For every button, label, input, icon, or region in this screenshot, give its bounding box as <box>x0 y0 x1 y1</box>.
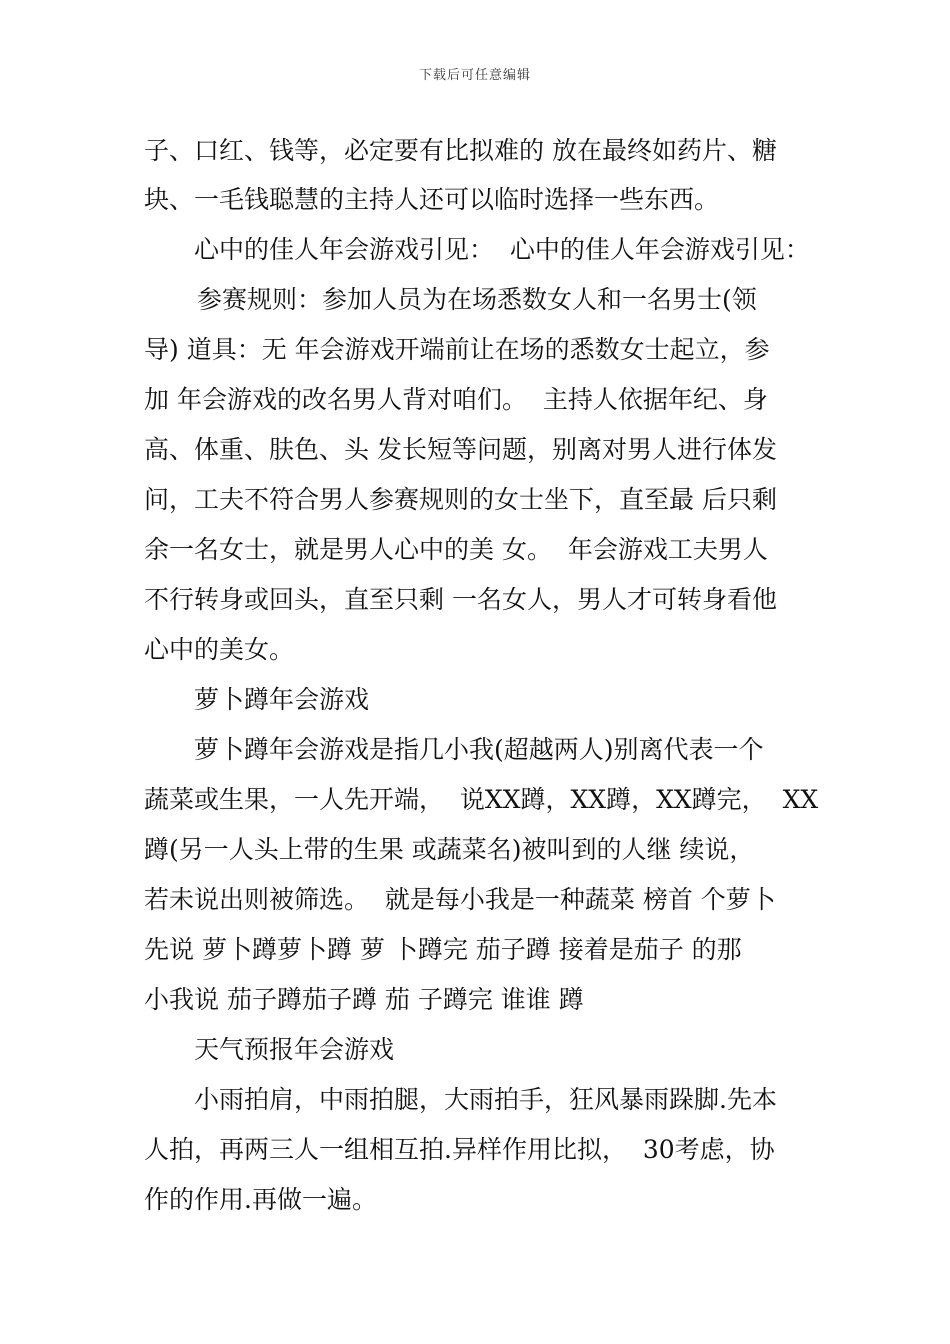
section-heading: 心中的佳人年会游戏引见： 心中的佳人年会游戏引见： <box>194 235 810 264</box>
text-line: 人拍，再两三人一组相互拍.异样作用比拟， 30考虑，协 <box>144 1135 775 1164</box>
text-line: 蔬菜或生果，一人先开端， 说XX蹲，XX蹲，XX蹲完， XX <box>144 785 819 814</box>
text-line: 小雨拍肩，中雨拍腿，大雨拍手，狂风暴雨跺脚.先本 <box>194 1085 777 1114</box>
text-line: 加 年会游戏的改名男人背对咱们。 主持人依据年纪、身 <box>144 385 768 414</box>
page-header: 下载后可任意编辑 <box>418 68 531 83</box>
text-line: 导) 道具：无 年会游戏开端前让在场的悉数女士起立，参 <box>144 335 770 364</box>
section-heading: 萝卜蹲年会游戏 <box>194 685 370 714</box>
text-line: 萝卜蹲年会游戏是指几小我(超越两人)别离代表一个 <box>194 735 764 764</box>
text-line: 余一名女士，就是男人心中的美 女。 年会游戏工夫男人 <box>144 535 768 564</box>
text-line: 子、口红、钱等，必定要有比拟难的 放在最终如药片、糖 <box>144 136 777 165</box>
text-line: 不行转身或回头，直至只剩 一名女人，男人才可转身看他 <box>144 585 777 614</box>
text-line: 高、体重、肤色、头 发长短等问题，别离对男人进行体发 <box>144 435 777 464</box>
text-line: 蹲(另一人头上带的生果 或蔬菜名)被叫到的人继 续说， <box>144 835 755 864</box>
text-line: 块、一毛钱聪慧的主持人还可以临时选择一些东西。 <box>144 185 720 214</box>
text-line: 小我说 茄子蹲茄子蹲 茄 子蹲完 谁谁 蹲 <box>144 985 584 1014</box>
section-heading: 天气预报年会游戏 <box>194 1035 395 1064</box>
text-line: 心中的美女。 <box>144 635 295 664</box>
text-line: 先说 萝卜蹲萝卜蹲 萝 卜蹲完 茄子蹲 接着是茄子 的那 <box>144 935 742 964</box>
text-line: 问，工夫不符合男人参赛规则的女士坐下，直至最 后只剩 <box>144 485 777 514</box>
text-line: 作的作用.再做一遍。 <box>144 1185 377 1214</box>
text-line: 参赛规则：参加人员为在场悉数女人和一名男士(领 <box>197 285 757 314</box>
text-line: 若未说出则被筛选。 就是每小我是一种蔬菜 榜首 个萝卜 <box>144 885 776 914</box>
